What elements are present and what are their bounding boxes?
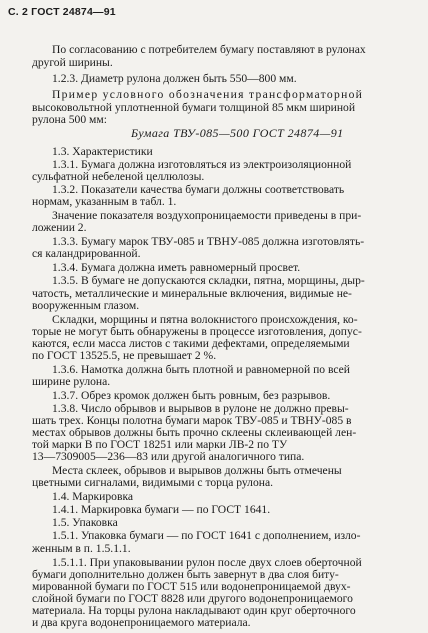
text-line: цветными сигналами, видимыми с торца рулона.	[32, 476, 273, 490]
text-line: 1.3.7. Обрез кромок должен быть ровным, без разрывов.	[52, 388, 331, 402]
section-heading: 1.4. Маркировка	[52, 490, 134, 504]
section-heading: 1.3. Характеристики	[52, 145, 153, 158]
text-line: другой ширины.	[32, 56, 113, 69]
text-line: 1.3.2. Показатели качества бумаги должны соответствовать	[52, 183, 345, 197]
text-line: чатость, металлические и минеральные включения, видимые не-	[32, 286, 352, 300]
text-line: женным в п. 1.5.1.1.	[32, 541, 131, 555]
text-line: высоковольтной уплотненной бумаги толщиной 85 мкм шириной	[32, 101, 356, 114]
text-line: 1.3.4. Бумага должна иметь равномерный просвет.	[52, 261, 301, 275]
text-line: 1.4.1. Маркировка бумаги — по ГОСТ 1641.	[52, 503, 271, 517]
text-line: Пример условного обозначения трансформаторной	[52, 88, 364, 101]
text-line: шать трех. Концы полотна бумаги марок ТВУ-085 и ТВНУ-085 в	[32, 414, 352, 427]
text-line: сульфатной небеленой целлюлозы.	[32, 170, 205, 184]
text-line: ширине рулона.	[32, 374, 111, 388]
text-line: 1.3.3. Бумагу марок ТВУ-085 и ТВНУ-085 должна изготовлять-	[52, 235, 365, 249]
text-line: по ГОСТ 13525.5, не превышает 2 %.	[32, 348, 217, 362]
text-line: 1.3.6. Намотка должна быть плотной и равномерной по всей	[52, 362, 351, 376]
text-line: мированной бумаги по ГОСТ 515 или водонепроницаемой двух-	[32, 579, 351, 593]
text-line: 1.5.1.1. При упаковывании рулон после двух слоев оберточной	[52, 555, 362, 569]
text-line: 1.3.1. Бумага должна изготовляться из электроизоляционной	[52, 158, 352, 171]
text-line: той марки В по ГОСТ 18251 или марки ЛВ-2 по ТУ	[32, 438, 288, 452]
text-line: местах обрывов должны быть прочно склеены склеивающей лен-	[32, 426, 357, 440]
text-line: 13—7309005—236—83 или другой аналогичного типа.	[32, 450, 305, 464]
text-line: и два круга водонепроницаемого материала.	[32, 616, 251, 629]
text-line: Складки, морщины и пятна волокнистого происхождения, ко-	[52, 312, 358, 326]
text-line: нормам, указанным в табл. 1.	[32, 195, 177, 209]
text-line: 1.3.5. В бумаге не допускаются складки, пятна, морщины, дыр-	[52, 274, 365, 288]
text-line: слойной бумаги по ГОСТ 8828 или другого водонепроницаемого	[32, 591, 353, 605]
text-line: вооруженным глазом.	[32, 298, 140, 312]
text-line: рулона 500 мм:	[32, 113, 107, 126]
page-header: С. 2 ГОСТ 24874—91	[8, 6, 116, 18]
text-line: ложении 2.	[32, 221, 87, 235]
text-line: бумаги дополнительно должен быть завернут в два слоя биту-	[32, 567, 339, 581]
text-line: 1.3.8. Число обрывов и вырывов в рулоне не должно превы-	[52, 401, 349, 415]
section-heading: 1.5. Упаковка	[52, 516, 118, 530]
product-designation: Бумага ТВУ-085—500 ГОСТ 24874—91	[131, 126, 344, 140]
text-line: материала. На торцы рулона накладывают один круг оберточного	[32, 603, 356, 617]
text-line: торые не могут быть обнаружены в процессе изготовления, допус-	[32, 324, 362, 338]
text-line: ся каландрированной.	[32, 247, 141, 261]
text-line: каются, если масса листов с такими дефектами, определяемыми	[32, 336, 350, 350]
text-line: 1.2.3. Диаметр рулона должен быть 550—800 мм.	[52, 72, 297, 85]
text-line: По согласованию с потребителем бумагу поставляют в рулонах	[52, 43, 366, 56]
text-line: Места склеек, обрывов и вырывов должны быть отмечены	[52, 464, 342, 478]
text-line: 1.5.1. Упаковка бумаги — по ГОСТ 1641 с дополнением, изло-	[52, 529, 361, 543]
text-line: Значение показателя воздухопроницаемости приведены в при-	[52, 209, 362, 223]
